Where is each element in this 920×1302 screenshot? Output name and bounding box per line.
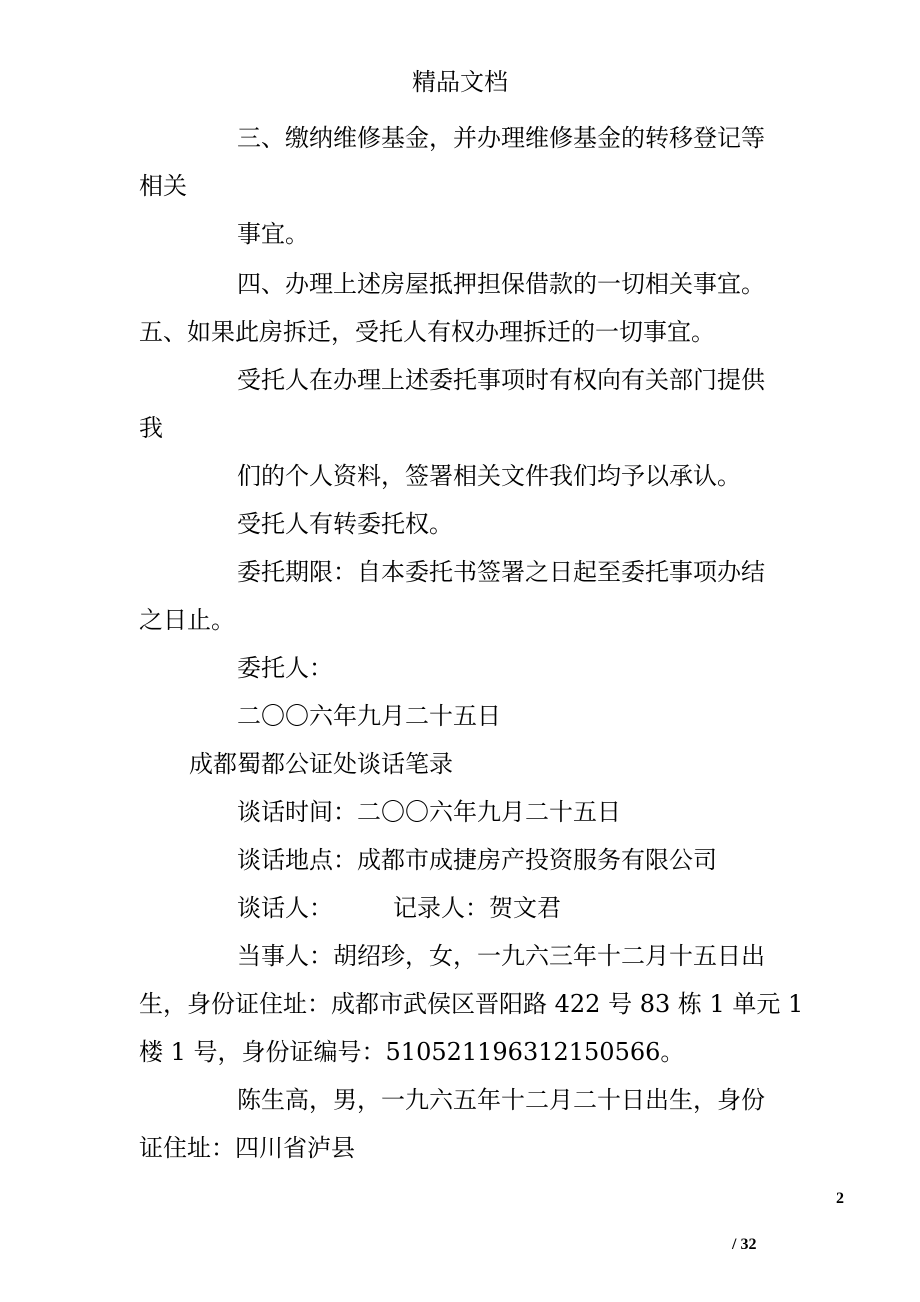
- page-number: 2: [836, 1190, 844, 1207]
- speaker-label: 谈话人：: [237, 894, 333, 922]
- text-line: 陈生高，男，一九六五年十二月二十日出生，身份: [237, 1086, 765, 1114]
- text-line: 四、办理上述房屋抵押担保借款的一切相关事宜。: [237, 270, 765, 298]
- text-line: 证住址：四川省泸县: [139, 1134, 355, 1162]
- text-line: 委托人：: [237, 654, 333, 682]
- text-line: 相关: [139, 172, 187, 200]
- text-line: 谈话时间：二〇〇六年九月二十五日: [237, 798, 621, 826]
- text-line: 生，身份证住址：成都市武侯区晋阳路 422 号 83 栋 1 单元 1: [139, 990, 804, 1018]
- text-line: 受托人有转委托权。: [237, 510, 453, 538]
- text-line: 委托期限：自本委托书签署之日起至委托事项办结: [237, 558, 765, 586]
- text-line: 五、如果此房拆迁，受托人有权办理拆迁的一切事宜。: [139, 318, 715, 346]
- text-line: 当事人：胡绍珍，女，一九六三年十二月十五日出: [237, 942, 765, 970]
- text-line: 二〇〇六年九月二十五日: [237, 702, 501, 730]
- text-line: 楼 1 号，身份证编号：510521196312150566。: [139, 1038, 685, 1066]
- text-line: 受托人在办理上述委托事项时有权向有关部门提供: [237, 366, 765, 394]
- text-line: [237, 890, 561, 926]
- recorder-label: 记录人：贺文君: [393, 894, 561, 922]
- text-line: 我: [139, 414, 163, 442]
- section-title: 成都蜀都公证处谈话笔录: [189, 750, 453, 778]
- text-line: 们的个人资料，签署相关文件我们均予以承认。: [237, 462, 741, 490]
- text-line: 之日止。: [139, 606, 235, 634]
- text-line: 谈话地点：成都市成捷房产投资服务有限公司: [237, 846, 717, 874]
- text-line: 三、缴纳维修基金，并办理维修基金的转移登记等: [237, 124, 765, 152]
- text-line: 事宜。: [237, 220, 309, 248]
- page-total: / 32: [732, 1236, 757, 1253]
- page-header: 精品文档: [412, 68, 508, 96]
